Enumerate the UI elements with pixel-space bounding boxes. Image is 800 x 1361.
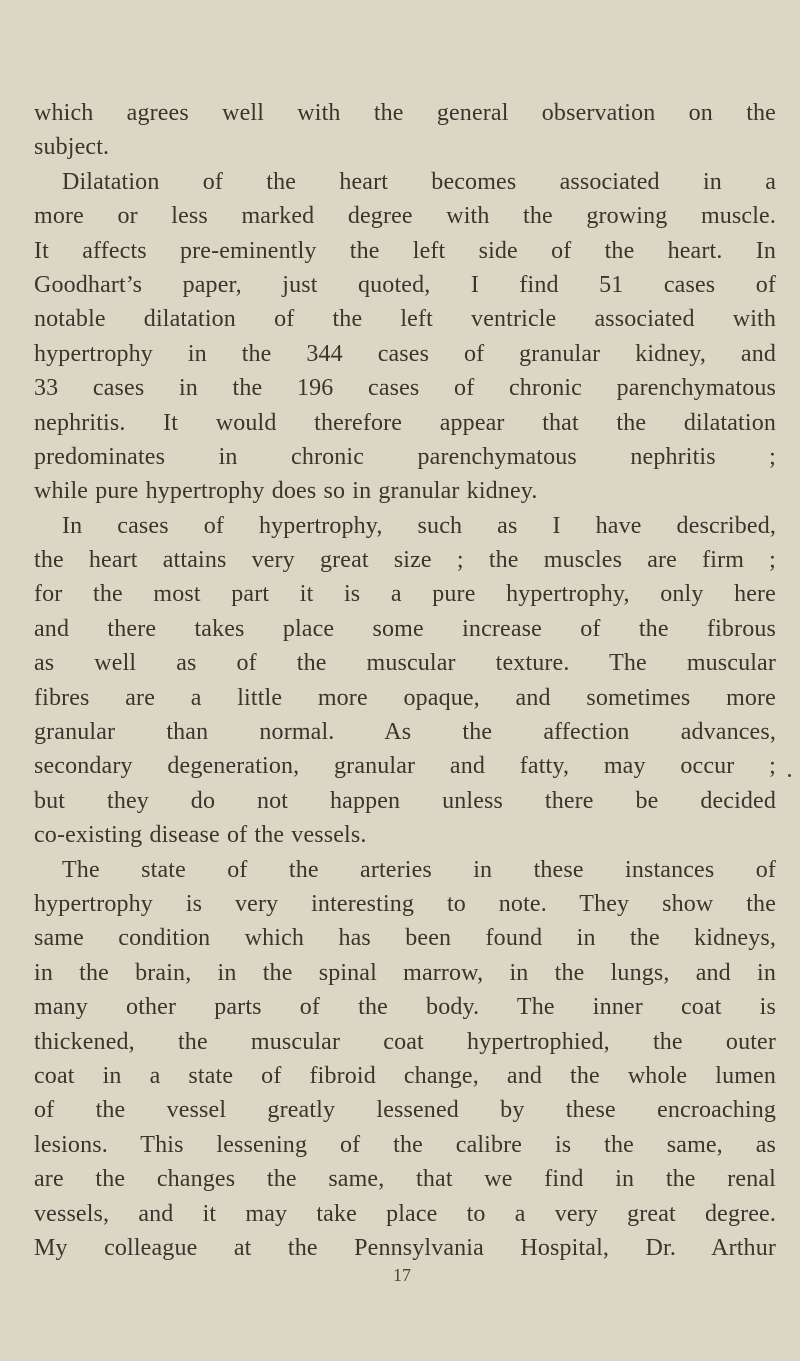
text-line: more or less marked degree with the growing muscle. (34, 203, 776, 230)
text-line: as well as of the muscular texture. The muscular (34, 650, 776, 677)
text-line: the heart attains very great size ; the muscles are firm ; (34, 547, 776, 574)
text-line: vessels, and it may take place to a very great degree. (34, 1200, 776, 1227)
paragraph-start-line: The state of the arteries in these instances of (62, 856, 776, 883)
text-line: hypertrophy is very interesting to note. They show the (34, 890, 776, 917)
text-line: of the vessel greatly lessened by these encroaching (34, 1097, 776, 1124)
text-line: lesions. This lessening of the calibre is the same, as (34, 1131, 776, 1158)
text-line: granular than normal. As the affection advances, (34, 719, 776, 746)
text-line: many other parts of the body. The inner coat is (34, 994, 776, 1021)
text-line: hypertrophy in the 344 cases of granular kidney, and (34, 340, 776, 367)
paragraph-start-line: In cases of hypertrophy, such as I have described, (62, 512, 776, 539)
text-line: which agrees well with the general observation on the (34, 100, 776, 126)
text-line: for the most part it is a pure hypertrophy, only here (34, 581, 776, 608)
text-line: 33 cases in the 196 cases of chronic parenchymatous (34, 375, 776, 402)
text-line: fibres are a little more opaque, and sometimes more (34, 684, 776, 711)
text-line: notable dilatation of the left ventricle associated with (34, 306, 776, 333)
text-line: same condition which has been found in the kidneys, (34, 925, 776, 952)
text-line: It affects pre-eminently the left side of the heart. In (34, 237, 776, 264)
text-line: coat in a state of fibroid change, and the whole lumen (34, 1062, 776, 1089)
paragraph-start-line: Dilatation of the heart becomes associated in a (62, 168, 776, 195)
text-line: secondary degeneration, granular and fatty, may occur ; (34, 753, 776, 780)
text-line: predominates in chronic parenchymatous nephritis ; (34, 443, 776, 470)
text-line: co-existing disease of the vessels. (34, 822, 367, 849)
text-line: Goodhart’s paper, just quoted, I find 51 cases of (34, 271, 776, 298)
text-line: while pure hypertrophy does so in granular kidney. (34, 478, 538, 505)
text-line: My colleague at the Pennsylvania Hospital, Dr. Arthur (34, 1234, 776, 1261)
page-number: 17 (393, 1265, 411, 1285)
text-line: are the changes the same, that we find in the renal (34, 1166, 776, 1193)
body-text (34, 96, 776, 1265)
text-line: and there takes place some increase of the fibrous (34, 615, 776, 642)
text-line: in the brain, in the spinal marrow, in the lungs, and in (34, 959, 776, 986)
text-line: subject. (34, 134, 110, 161)
text-line: thickened, the muscular coat hypertrophied, the outer (34, 1028, 776, 1055)
margin-mark (788, 774, 791, 777)
text-line: nephritis. It would therefore appear that the dilatation (34, 409, 776, 436)
text-line: but they do not happen unless there be decided (34, 787, 776, 814)
